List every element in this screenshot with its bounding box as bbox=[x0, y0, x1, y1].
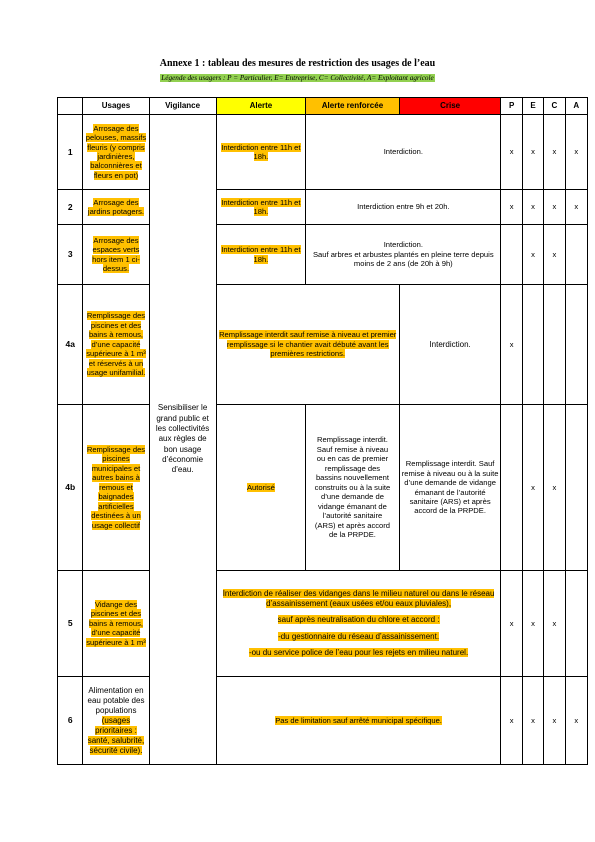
e-cell: x bbox=[522, 571, 543, 677]
usage-cell bbox=[83, 677, 149, 765]
usage-text: Alimentation en eau potable des populations bbox=[87, 685, 145, 715]
row-number: 3 bbox=[58, 225, 83, 285]
crise-cell: Remplissage interdit. Sauf remise à niveau ou à la suite d’une demande de vidange émanant de l’autorité sanitaire (ARS) et après accord de la PRPDE. bbox=[399, 405, 501, 571]
alerte-crise-cell bbox=[216, 677, 501, 765]
usage-text: Vidange des piscines et des bains à remous, d’une capacité supérieure à 1 m³ bbox=[86, 599, 146, 647]
c-cell: x bbox=[544, 571, 565, 677]
vidange-line bbox=[219, 615, 499, 625]
page-title: Annexe 1 : tableau des mesures de restriction des usages de l’eau bbox=[159, 58, 436, 69]
vidange-line-text: Interdiction de réaliser des vidanges dans le milieu naturel ou dans le réseau d’assainissement (eaux usées et/ou eaux pluviales), bbox=[222, 588, 495, 608]
alerte-text: Interdiction entre 11h et 18h. bbox=[221, 142, 301, 161]
vidange-line-text: -du gestionnaire du réseau d’assainissement. bbox=[278, 631, 440, 641]
usage-cell bbox=[83, 285, 149, 405]
alerte-text: Autorisé bbox=[246, 482, 275, 492]
p-cell: x bbox=[501, 190, 522, 225]
header-p: P bbox=[501, 98, 522, 115]
alerte-cell bbox=[216, 405, 306, 571]
vidange-line-text: -ou du service police de l’eau pour les rejets en milieu naturel. bbox=[248, 648, 469, 658]
usage-text: Remplissage des piscines et des bains à remous, d’une capacité supérieure à 1 m³ et réservés à un usage unifamilial. bbox=[86, 311, 146, 378]
header-crise: Crise bbox=[399, 98, 501, 115]
p-cell bbox=[501, 405, 522, 571]
alerte-renforcee-cell bbox=[216, 285, 399, 405]
p-cell: x bbox=[501, 115, 522, 190]
e-cell: x bbox=[522, 115, 543, 190]
row-number: 1 bbox=[58, 115, 83, 190]
e-cell: x bbox=[522, 677, 543, 765]
row-number: 4a bbox=[58, 285, 83, 405]
usage-text: Arrosage des espaces verts hors item 1 ci-dessus. bbox=[92, 235, 140, 273]
header-usages: Usages bbox=[83, 98, 149, 115]
crise-cell: Interdiction. bbox=[399, 285, 501, 405]
e-cell: x bbox=[522, 225, 543, 285]
alerte-text: Interdiction entre 11h et 18h. bbox=[221, 197, 301, 216]
a-cell bbox=[565, 405, 587, 571]
a-cell bbox=[565, 571, 587, 677]
usage-text: Arrosage des jardins potagers. bbox=[87, 197, 145, 216]
row-number: 2 bbox=[58, 190, 83, 225]
renforcee-crise-line: Interdiction. bbox=[383, 240, 423, 250]
row-number: 5 bbox=[58, 571, 83, 677]
table-row bbox=[58, 190, 588, 225]
usage-cell bbox=[83, 225, 149, 285]
alerte-cell bbox=[216, 115, 306, 190]
row-number: 6 bbox=[58, 677, 83, 765]
renforcee-crise-cell bbox=[306, 225, 501, 285]
header-c: C bbox=[544, 98, 565, 115]
p-cell: x bbox=[501, 285, 522, 405]
header-e: E bbox=[522, 98, 543, 115]
header-vigilance: Vigilance bbox=[149, 98, 216, 115]
e-cell bbox=[522, 285, 543, 405]
vidange-line bbox=[219, 632, 499, 642]
usage-cell bbox=[83, 405, 149, 571]
vidange-line-text: sauf après neutralisation du chlore et accord : bbox=[277, 615, 440, 625]
table-row bbox=[58, 677, 588, 765]
renforcee-crise-cell: Interdiction. bbox=[306, 115, 501, 190]
usage-text: Remplissage des piscines municipales et autres bains à remous et baignades artificielles destinées à un usage collectif bbox=[86, 444, 146, 530]
restriction-table bbox=[57, 97, 588, 765]
c-cell bbox=[544, 285, 565, 405]
header-num bbox=[58, 98, 83, 115]
alerte-cell bbox=[216, 225, 306, 285]
table-row bbox=[58, 405, 588, 571]
vigilance-cell bbox=[149, 115, 216, 765]
a-cell: x bbox=[565, 115, 587, 190]
a-cell: x bbox=[565, 190, 587, 225]
table-row bbox=[58, 285, 588, 405]
alerte-text: Interdiction entre 11h et 18h. bbox=[221, 245, 301, 264]
c-cell: x bbox=[544, 190, 565, 225]
vidange-line bbox=[219, 589, 499, 610]
p-cell bbox=[501, 225, 522, 285]
c-cell: x bbox=[544, 115, 565, 190]
a-cell bbox=[565, 285, 587, 405]
alerte-cell bbox=[216, 190, 306, 225]
alerte-renforcee-text: Remplissage interdit sauf remise à niveau et premier remplissage si le chantier avait débuté avant les premières restrictions. bbox=[219, 330, 397, 359]
legend bbox=[0, 74, 595, 82]
usage-cell bbox=[83, 571, 149, 677]
table-row bbox=[58, 225, 588, 285]
c-cell: x bbox=[544, 405, 565, 571]
a-cell: x bbox=[565, 677, 587, 765]
alerte-crise-text: Pas de limitation sauf arrêté municipal spécifique. bbox=[275, 715, 442, 725]
renforcee-cell: Remplissage interdit. Sauf remise à niveau ou en cas de premier remplissage des bassins nouvellement construits ou à la suite d’une demande de vidange émanant de l’autorité sanitaire (ARS) et après accord de la PRPDE. bbox=[306, 405, 400, 571]
table-row bbox=[58, 571, 588, 677]
e-cell: x bbox=[522, 405, 543, 571]
renforcee-crise-line: Sauf arbres et arbustes plantés en pleine terre depuis moins de 2 ans (de 20h à 9h) bbox=[312, 249, 494, 269]
c-cell: x bbox=[544, 225, 565, 285]
table-row bbox=[58, 115, 588, 190]
usage-cell bbox=[83, 115, 149, 190]
usage-text: Arrosage des pelouses, massifs fleuris (y compris jardinières, balconnières et fleurs en pot) bbox=[85, 123, 147, 180]
p-cell: x bbox=[501, 571, 522, 677]
usage-cell bbox=[83, 190, 149, 225]
legend-text: Légende des usagers : P = Particulier, E= Entreprise, C= Collectivité, A= Exploitant agricole bbox=[161, 74, 434, 82]
c-cell: x bbox=[544, 677, 565, 765]
vidange-line bbox=[219, 648, 499, 658]
vigilance-text: Sensibiliser le grand public et les collectivités aux règles de bon usage d’économie d’eau. bbox=[155, 403, 210, 475]
header-alerte-renforcee: Alerte renforcée bbox=[306, 98, 400, 115]
p-cell: x bbox=[501, 677, 522, 765]
row-number: 4b bbox=[58, 405, 83, 571]
renforcee-crise-cell: Interdiction entre 9h et 20h. bbox=[306, 190, 501, 225]
alerte-crise-cell bbox=[216, 571, 501, 677]
header-row bbox=[58, 98, 588, 115]
e-cell: x bbox=[522, 190, 543, 225]
header-alerte: Alerte bbox=[216, 98, 306, 115]
usage-priority-text: (usages prioritaires : santé, salubrité, sécurité civile). bbox=[87, 715, 145, 755]
a-cell bbox=[565, 225, 587, 285]
header-a: A bbox=[565, 98, 587, 115]
